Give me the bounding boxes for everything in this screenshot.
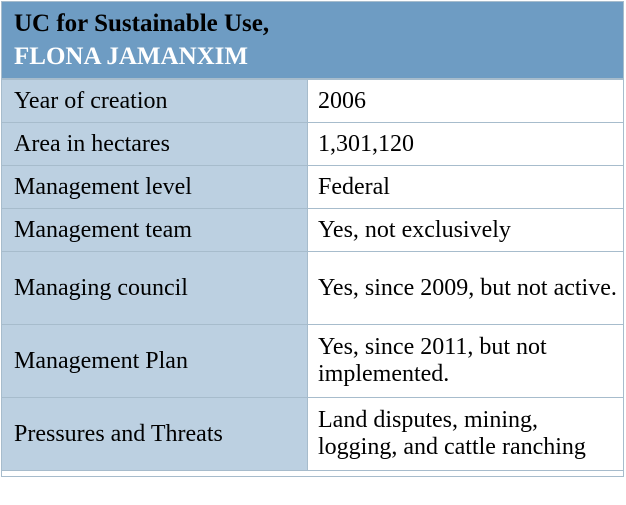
row-label: Management Plan xyxy=(2,325,308,398)
row-value: 2006 xyxy=(308,80,624,123)
header-title-line2: FLONA JAMANXIM xyxy=(14,43,249,70)
header-title-line1: UC for Sustainable Use, xyxy=(14,10,270,37)
table-row xyxy=(2,123,623,166)
table-row xyxy=(2,252,623,325)
row-label: Pressures and Threats xyxy=(2,398,308,471)
row-value: Yes, since 2011, but not implemented. xyxy=(308,325,624,398)
table-row xyxy=(2,398,623,471)
table-row xyxy=(2,80,623,123)
row-value: 1,301,120 xyxy=(308,123,624,166)
row-label: Year of creation xyxy=(2,80,308,123)
row-value: Yes, not exclusively xyxy=(308,209,624,252)
row-value: Land disputes, mining, logging, and cattle ranching xyxy=(308,398,624,471)
table-row xyxy=(2,325,623,398)
table-row xyxy=(2,209,623,252)
table-row xyxy=(2,166,623,209)
row-value: Yes, since 2009, but not active. xyxy=(308,252,624,325)
row-label: Management level xyxy=(2,166,308,209)
row-label: Managing council xyxy=(2,252,308,325)
row-value: Federal xyxy=(308,166,624,209)
table-header xyxy=(2,2,623,79)
info-table-card xyxy=(1,1,624,477)
row-label: Area in hectares xyxy=(2,123,308,166)
row-label: Management team xyxy=(2,209,308,252)
info-table xyxy=(2,79,623,471)
